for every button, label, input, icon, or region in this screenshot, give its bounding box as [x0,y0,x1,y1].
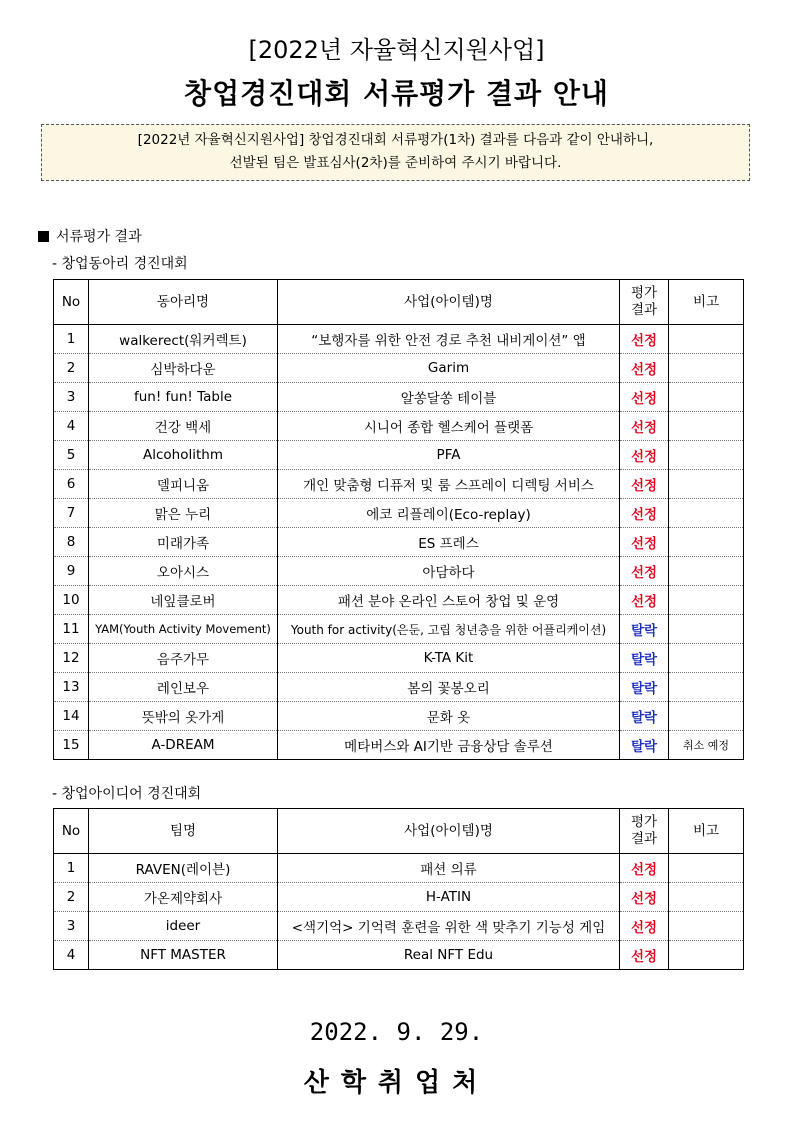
cell-name: 음주가무 [89,644,278,673]
cell-name: walkerect(워커렉트) [89,325,278,354]
cell-name: 네잎클로버 [89,586,278,615]
cell-remark [669,528,744,557]
table-row [54,854,744,883]
cell-item: Real NFT Edu [278,941,620,970]
idea-results-table [53,808,744,970]
cell-no: 1 [54,854,89,883]
cell-item: Youth for activity(은둔, 고립 청년층을 위한 어플리케이션) [278,615,620,644]
notice-line-2: 선발된 팀은 발표심사(2차)를 준비하여 주시기 바랍니다. [229,155,562,171]
cell-result: 탈락 [620,702,669,731]
cell-remark [669,615,744,644]
header-remark: 비고 [669,809,744,854]
cell-item: PFA [278,441,620,470]
cell-name: YAM(Youth Activity Movement) [89,615,278,644]
cell-name: NFT MASTER [89,941,278,970]
club-results-table [53,279,744,760]
issuing-office: 산학취업처 [303,1068,490,1098]
table-row [54,441,744,470]
cell-name: A-DREAM [89,731,278,760]
cell-result: 선정 [620,470,669,499]
cell-remark [669,854,744,883]
cell-no: 3 [54,912,89,941]
table-row [54,557,744,586]
cell-remark [669,912,744,941]
cell-no: 15 [54,731,89,760]
cell-item: <색기억> 기억력 훈련을 위한 색 맞추기 기능성 게임 [278,912,620,941]
cell-result: 선정 [620,383,669,412]
cell-item: 에코 리플레이(Eco-replay) [278,499,620,528]
idea-contest-heading: - 창업아이디어 경진대회 [52,786,202,802]
header-no: No [54,280,89,325]
cell-remark: 취소 예정 [669,731,744,760]
cell-item: 문화 옷 [278,702,620,731]
cell-result: 선정 [620,528,669,557]
cell-result: 탈락 [620,673,669,702]
header-item: 사업(아이템)명 [278,280,620,325]
cell-result: 선정 [620,441,669,470]
table-header-row [54,809,744,854]
cell-no: 6 [54,470,89,499]
cell-remark [669,941,744,970]
cell-name: RAVEN(레이븐) [89,854,278,883]
cell-result: 탈락 [620,615,669,644]
cell-remark [669,644,744,673]
cell-remark [669,586,744,615]
table-row [54,912,744,941]
cell-remark [669,412,744,441]
cell-no: 2 [54,354,89,383]
cell-result: 선정 [620,912,669,941]
cell-no: 12 [54,644,89,673]
table-row [54,702,744,731]
cell-result: 탈락 [620,644,669,673]
cell-name: fun! fun! Table [89,383,278,412]
cell-name: 뜻밖의 옷가게 [89,702,278,731]
notice-line-1: [2022년 자율혁신지원사업] 창업경진대회 서류평가(1차) 결과를 다음과 같이 안내하니, [137,132,654,148]
table-row [54,412,744,441]
table-row [54,470,744,499]
cell-result: 선정 [620,412,669,441]
cell-item: 알쏭달쏭 테이블 [278,383,620,412]
cell-no: 4 [54,412,89,441]
table-row [54,528,744,557]
header-club-name: 동아리명 [89,280,278,325]
cell-remark [669,383,744,412]
cell-no: 11 [54,615,89,644]
cell-result: 선정 [620,854,669,883]
cell-remark [669,470,744,499]
cell-result: 선정 [620,941,669,970]
cell-name: Alcoholithm [89,441,278,470]
table-row [54,383,744,412]
table-header-row [54,280,744,325]
cell-item: 패션 의류 [278,854,620,883]
header-no: No [54,809,89,854]
table-row [54,941,744,970]
table-row [54,731,744,760]
cell-item: 메타버스와 AI기반 금융상담 솔루션 [278,731,620,760]
square-bullet-icon [38,231,49,242]
cell-remark [669,499,744,528]
table-row [54,673,744,702]
cell-remark [669,702,744,731]
cell-remark [669,883,744,912]
table-row [54,644,744,673]
cell-result: 탈락 [620,731,669,760]
table-row [54,354,744,383]
cell-item: 봄의 꽃봉오리 [278,673,620,702]
section-heading [38,226,142,246]
cell-no: 3 [54,383,89,412]
notice-box [41,124,750,181]
cell-name: 가온제약회사 [89,883,278,912]
header-remark: 비고 [669,280,744,325]
cell-no: 1 [54,325,89,354]
table-row [54,883,744,912]
cell-result: 선정 [620,499,669,528]
cell-item: 패션 분야 온라인 스토어 창업 및 운영 [278,586,620,615]
table-row [54,499,744,528]
cell-item: K-TA Kit [278,644,620,673]
club-contest-heading: - 창업동아리 경진대회 [52,256,188,272]
cell-name: 델피니움 [89,470,278,499]
cell-result: 선정 [620,354,669,383]
cell-result: 선정 [620,883,669,912]
table-row [54,586,744,615]
cell-no: 13 [54,673,89,702]
section-heading-text: 서류평가 결과 [56,229,142,245]
header-team-name: 팀명 [89,809,278,854]
header-result: 평가 결과 [620,280,669,325]
cell-result: 선정 [620,586,669,615]
cell-no: 8 [54,528,89,557]
cell-item: H-ATIN [278,883,620,912]
header-result: 평가 결과 [620,809,669,854]
cell-item: 아담하다 [278,557,620,586]
cell-name: 건강 백세 [89,412,278,441]
cell-name: 오아시스 [89,557,278,586]
cell-item: “보행자를 위한 안전 경로 추천 내비게이션” 앱 [278,325,620,354]
document-date: 2022. 9. 29. [309,1018,484,1046]
cell-name: ideer [89,912,278,941]
cell-remark [669,325,744,354]
cell-no: 10 [54,586,89,615]
cell-item: 시니어 종합 헬스케어 플랫폼 [278,412,620,441]
table-row [54,615,744,644]
cell-name: 심박하다운 [89,354,278,383]
cell-remark [669,441,744,470]
cell-name: 레인보우 [89,673,278,702]
idea-table-body [54,854,744,970]
cell-no: 9 [54,557,89,586]
cell-item: ES 프레스 [278,528,620,557]
cell-remark [669,673,744,702]
header-item: 사업(아이템)명 [278,809,620,854]
cell-item: Garim [278,354,620,383]
table-row [54,325,744,354]
cell-no: 2 [54,883,89,912]
cell-item: 개인 맞춤형 디퓨저 및 룸 스프레이 디렉팅 서비스 [278,470,620,499]
cell-remark [669,557,744,586]
document-title: [2022년 자율혁신지원사업] [248,36,545,64]
cell-result: 선정 [620,557,669,586]
cell-name: 맑은 누리 [89,499,278,528]
cell-no: 5 [54,441,89,470]
cell-result: 선정 [620,325,669,354]
cell-remark [669,354,744,383]
cell-no: 4 [54,941,89,970]
cell-no: 7 [54,499,89,528]
document-subtitle: 창업경진대회 서류평가 결과 안내 [184,77,609,110]
cell-no: 14 [54,702,89,731]
club-table-body [54,325,744,760]
cell-name: 미래가족 [89,528,278,557]
